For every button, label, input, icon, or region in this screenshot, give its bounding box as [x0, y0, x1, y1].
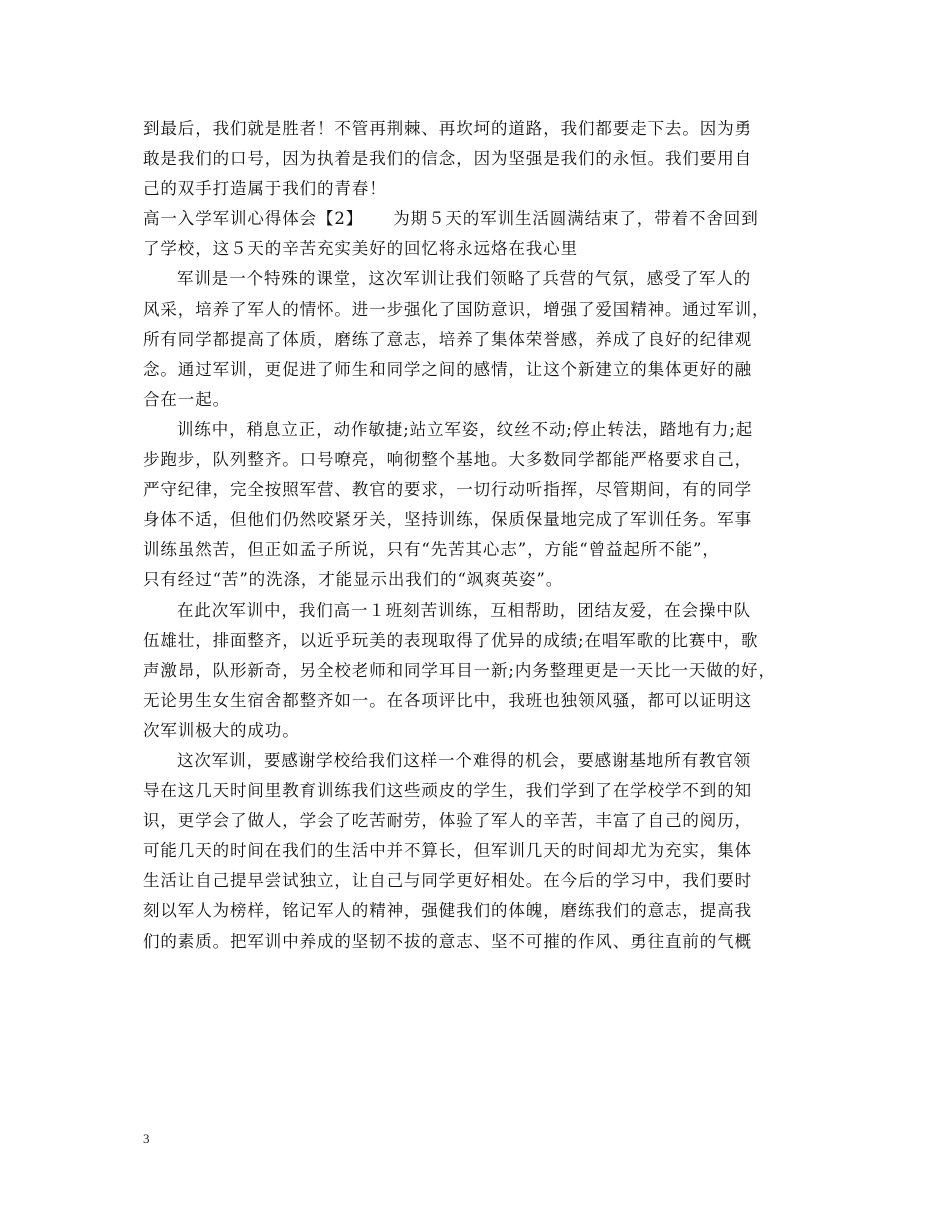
- text-line: 训练虽然苦，但正如孟子所说，只有“先苦其心志”，方能“曾益起所不能”，: [143, 540, 720, 560]
- text-line: 所有同学都提高了体质，磨练了意志，培养了集体荣誉感，养成了良好的纪律观: [143, 329, 752, 349]
- text-line: 声激昂，队形新奇，另全校老师和同学耳目一新;内务整理更是一天比一天做的好，: [143, 660, 776, 680]
- text-line: 刻以军人为榜样，铭记军人的精神，强健我们的体魄，磨练我们的意志，提高我: [143, 901, 752, 921]
- text-line: 己的双手打造属于我们的青春！: [143, 179, 387, 199]
- text-line: 念。通过军训，更促进了师生和同学之间的感情，让这个新建立的集体更好的融: [143, 359, 752, 379]
- section-heading-line: [143, 204, 823, 234]
- paragraph-first-line: 训练中，稍息立正，动作敏捷;站立军姿，纹丝不动;停止转法，踏地有力;起: [177, 419, 754, 439]
- text-line: 次军训极大的成功。: [143, 720, 300, 740]
- text-line: 无论男生女生宿舍都整齐如一。在各项评比中，我班也独领风骚，都可以证明这: [143, 690, 752, 710]
- paragraph-first-line: 在此次军训中，我们高一１班刻苦训练，互相帮助，团结友爱，在会操中队: [177, 600, 752, 620]
- text-line: 风采，培养了军人的情怀。进一步强化了国防意识，增强了爱国精神。通过军训，: [143, 299, 770, 319]
- section-title: 高一入学军训心得体会【2】: [143, 209, 364, 229]
- text-line: 步跑步，队列整齐。口号嘹亮，响彻整个基地。大多数同学都能严格要求自己，: [143, 450, 752, 470]
- section-intro: 为期５天的军训生活圆满结束了，带着不舍回到: [393, 209, 759, 229]
- text-line: 导在这几天时间里教育训练我们这些顽皮的学生，我们学到了在学校学不到的知: [143, 781, 752, 801]
- text-line: 身体不适，但他们仍然咬紧牙关，坚持训练，保质保量地完成了军训任务。军事: [143, 510, 752, 530]
- text-line: 生活让自己提早尝试独立，让自己与同学更好相处。在今后的学习中，我们要时: [143, 871, 752, 891]
- paragraph-first-line: 这次军训，要感谢学校给我们这样一个难得的机会，要感谢基地所有教官领: [177, 750, 752, 770]
- page-number: 3: [143, 1131, 150, 1146]
- paragraph-first-line: 军训是一个特殊的课堂，这次军训让我们领略了兵营的气氛，感受了军人的: [177, 269, 752, 289]
- text-line: 可能几天的时间在我们的生活中并不算长，但军训几天的时间却尤为充实，集体: [143, 841, 752, 861]
- text-line: 只有经过“苦”的洗涤，才能显示出我们的“飒爽英姿”。: [143, 570, 564, 590]
- text-line: 到最后，我们就是胜者！不管再荆棘、再坎坷的道路，我们都要走下去。因为勇: [143, 119, 752, 138]
- text-line: 了学校，这５天的辛苦充实美好的回忆将永远烙在我心里: [143, 239, 578, 259]
- text-line: 敢是我们的口号，因为执着是我们的信念，因为坚强是我们的永恒。我们要用自: [143, 149, 752, 169]
- text-line: 识，更学会了做人，学会了吃苦耐劳，体验了军人的辛苦，丰富了自己的阅历，: [143, 811, 752, 831]
- document-body: [143, 114, 823, 957]
- text-line: 合在一起。: [143, 389, 230, 409]
- text-line: 们的素质。把军训中养成的坚韧不拔的意志、坚不可摧的作风、勇往直前的气概: [143, 931, 752, 951]
- text-line: 严守纪律，完全按照军营、教官的要求，一切行动听指挥，尽管期间，有的同学: [143, 480, 752, 500]
- text-line: 伍雄壮，排面整齐，以近乎玩美的表现取得了优异的成绩;在唱军歌的比赛中，歌: [143, 630, 759, 650]
